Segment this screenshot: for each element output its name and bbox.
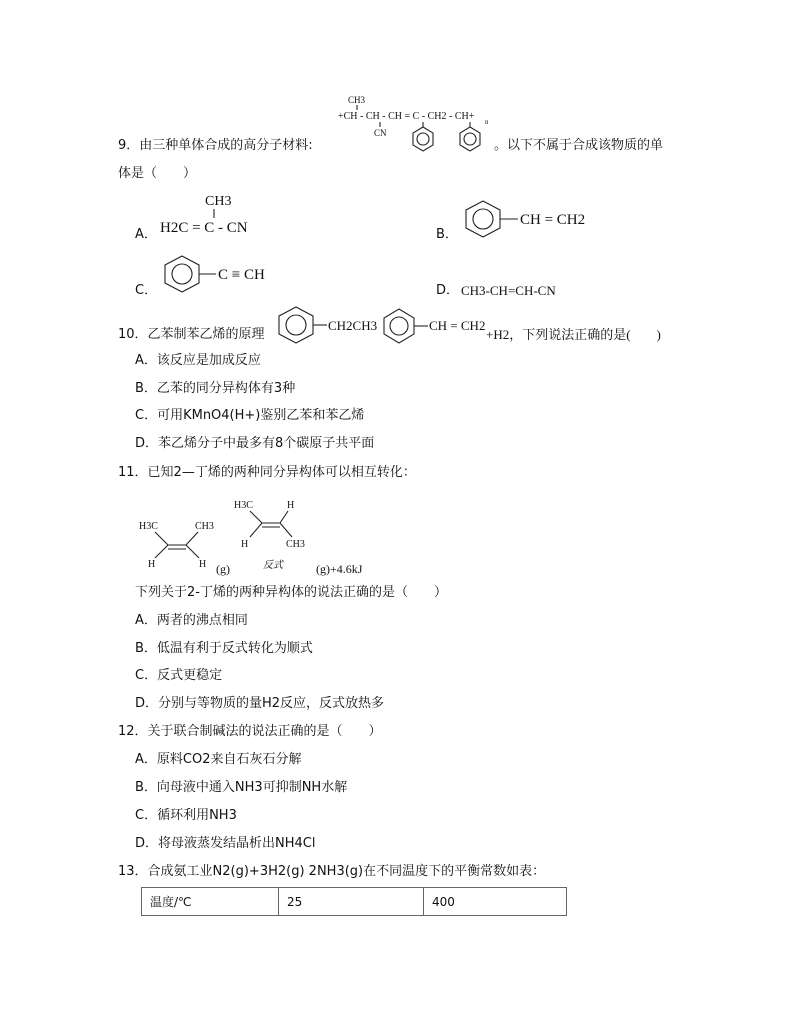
table-cell-temperature-header: 温度/℃	[142, 888, 279, 916]
q11-phase1: (g)	[216, 562, 230, 576]
q11-cis-tl: H3C	[139, 521, 158, 532]
q9-c-group: C ≡ CH	[218, 267, 265, 283]
q10-stem-prefix: 10．乙苯制苯乙烯的原理	[118, 327, 265, 342]
q9-b-group: CH = CH2	[520, 212, 586, 228]
q10-option-b[interactable]: B．乙苯的同分异构体有3种	[135, 381, 296, 396]
q13-stem: 13．合成氨工业N2(g)+3H2(g) 2NH3(g)在不同温度下的平衡常数如表：	[118, 864, 546, 879]
q11-cis-tr: CH3	[195, 521, 214, 532]
q13-equilibrium-table	[141, 887, 567, 916]
table-row	[142, 888, 567, 916]
q10-option-d[interactable]: D．苯乙烯分子中最多有8个碳原子共平面	[135, 436, 375, 451]
q11-option-c[interactable]: C．反式更稳定	[135, 668, 223, 683]
q9-a-formula: H2C = C - CN	[160, 220, 248, 236]
q12-stem: 12．关于联合制碱法的说法正确的是（ ）	[118, 724, 382, 739]
q11-trans-bl: H	[241, 539, 249, 550]
q10-product-group: CH = CH2	[429, 318, 486, 333]
q9-option-d-label[interactable]: D．	[436, 283, 460, 298]
q11-option-b[interactable]: B．低温有利于反式转化为顺式	[135, 641, 313, 656]
q11-arrow-label: 反式	[263, 560, 283, 571]
q9-a-ch3: CH3	[205, 194, 232, 209]
q11-trans-tr: H	[287, 500, 295, 511]
table-cell-25: 25	[279, 888, 424, 916]
q11-cis-br: H	[199, 559, 207, 570]
q9-option-c-label[interactable]: C．	[135, 283, 158, 298]
q10-reactant-group: CH2CH3	[328, 318, 378, 333]
q12-option-b[interactable]: B．向母液中通入NH3可抑制NH水解	[135, 780, 348, 795]
q10-stem-suffix: +H2，下列说法正确的是( )	[486, 327, 661, 342]
q10-option-c[interactable]: C．可用KMnO4(H+)鉴别乙苯和苯乙烯	[135, 408, 365, 423]
q9-option-d-text[interactable]: CH3-CH=CH-CN	[461, 283, 556, 298]
q9-polymer-cn: CN	[374, 128, 387, 138]
q9-option-a-label[interactable]: A．	[135, 227, 157, 242]
q11-stem2: 下列关于2-丁烯的两种异构体的说法正确的是（ ）	[135, 585, 447, 600]
q9-stem-suffix: 。以下不属于合成该物质的单	[494, 138, 664, 153]
q11-cis-bl: H	[148, 559, 156, 570]
q12-option-c[interactable]: C．循环利用NH3	[135, 808, 237, 823]
q11-phase2: (g)+4.6kJ	[316, 562, 363, 576]
q9-polymer-n: n	[485, 118, 489, 126]
q10-option-a[interactable]: A．该反应是加成反应	[135, 353, 261, 368]
q11-trans-tl: H3C	[234, 500, 253, 511]
q9-polymer-ch3: CH3	[348, 95, 366, 105]
q11-option-a[interactable]: A．两者的沸点相同	[135, 613, 248, 628]
q11-stem: 11．已知2—丁烯的两种同分异构体可以相互转化：	[118, 465, 416, 480]
q9-stem-prefix: 9．由三种单体合成的高分子材料:	[118, 138, 313, 153]
table-cell-400: 400	[424, 888, 567, 916]
q12-option-a[interactable]: A．原料CO2来自石灰石分解	[135, 752, 302, 767]
q11-trans-br: CH3	[286, 539, 305, 550]
q11-option-d[interactable]: D．分别与等物质的量H2反应，反式放热多	[135, 696, 385, 711]
q9-option-b-label[interactable]: B．	[436, 227, 458, 242]
q9-stem-line2: 体是（ ）	[118, 166, 197, 181]
q9-polymer-chain: +CH - CH - CH = C - CH2 - CH+	[338, 111, 475, 122]
q12-option-d[interactable]: D．将母液蒸发结晶析出NH4Cl	[135, 836, 316, 851]
